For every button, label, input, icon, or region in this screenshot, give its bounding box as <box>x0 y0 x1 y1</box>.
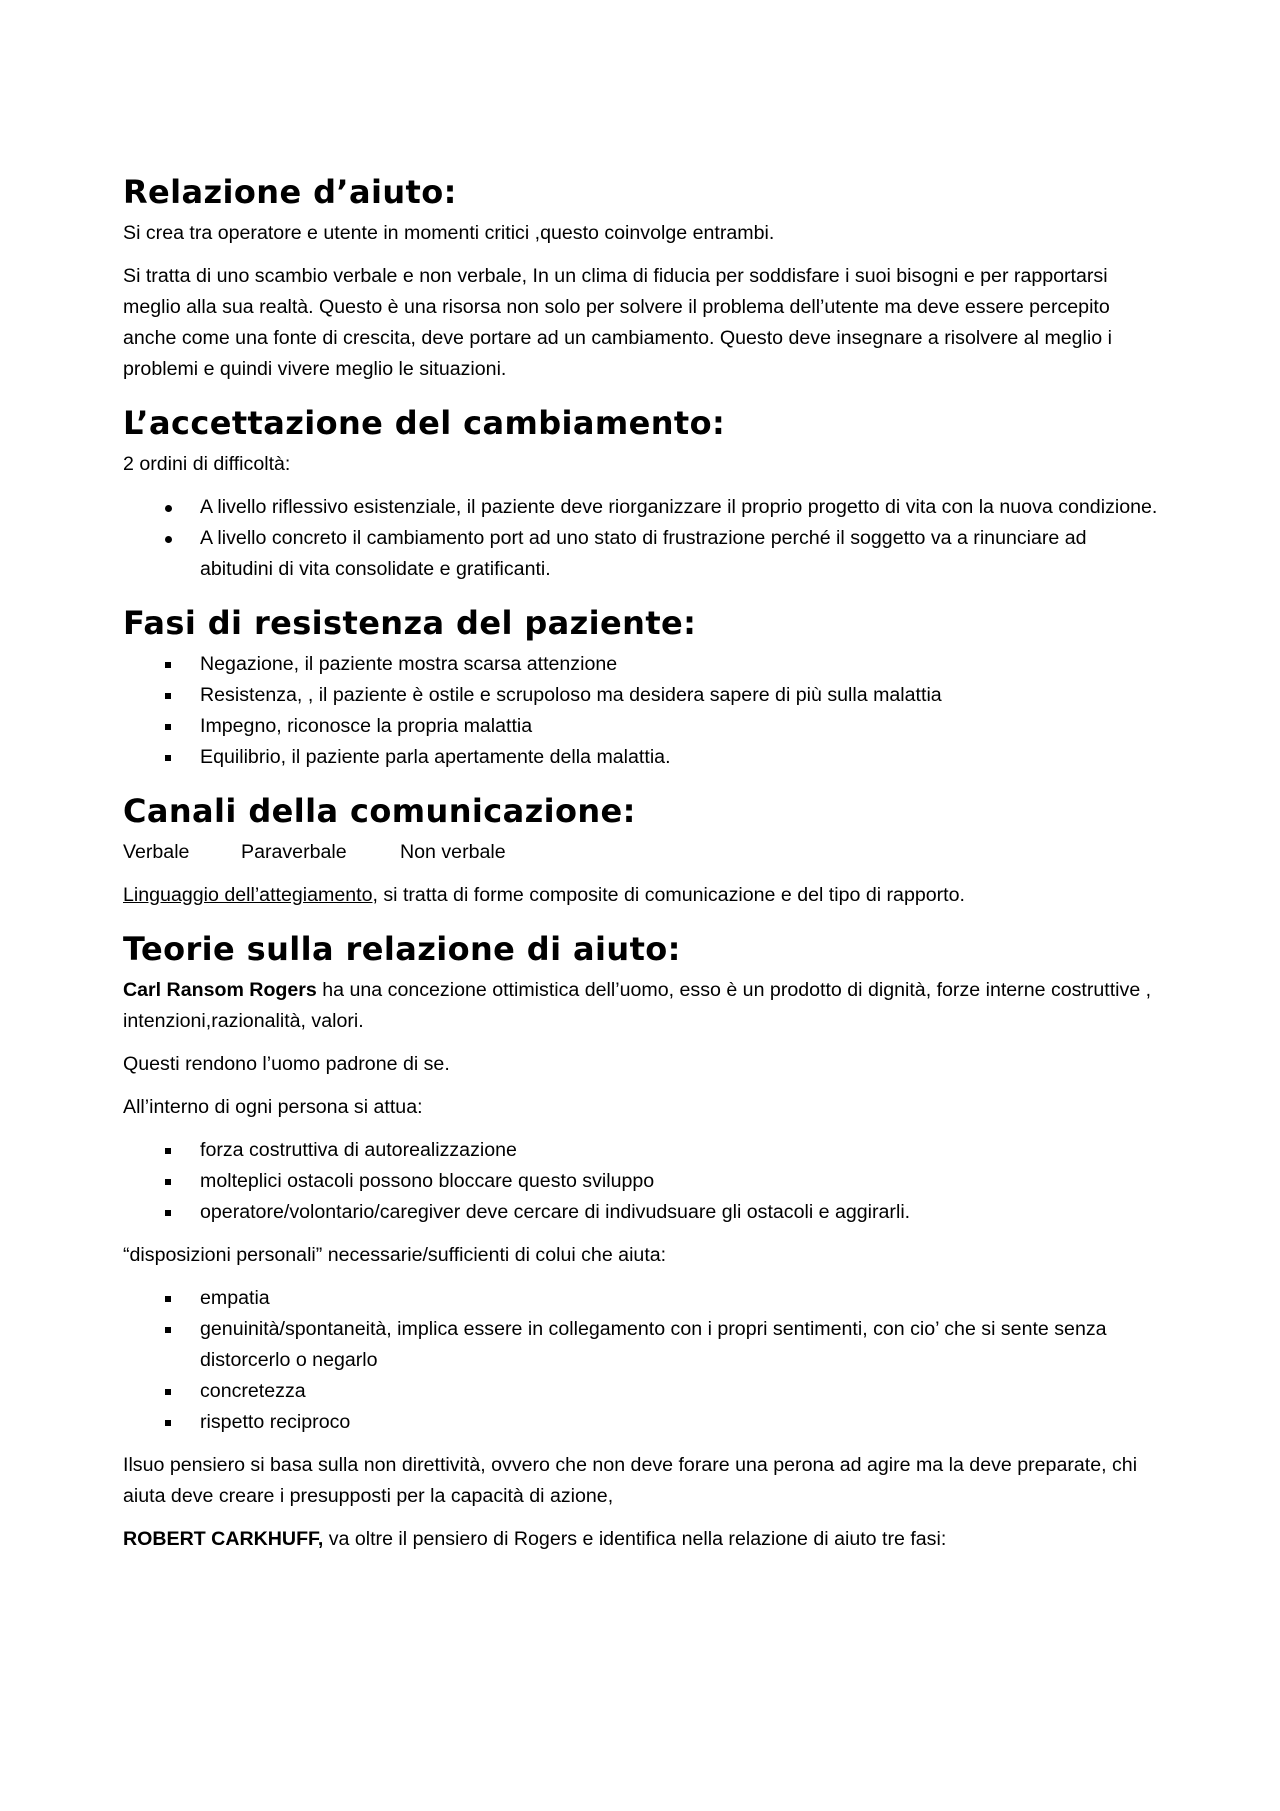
carkhuff-text: va oltre il pensiero di Rogers e identifica nella relazione di aiuto tre fasi: <box>323 1528 947 1550</box>
heading-relazione: Relazione d’aiuto: <box>123 173 457 211</box>
list-item: genuinità/spontaneità, implica essere in collegamento con i propri sentimenti, con cio’ che si sente senza distorcerlo o negarlo <box>123 1314 1163 1376</box>
heading-canali: Canali della comunicazione: <box>123 792 636 830</box>
document-page <box>123 172 1163 1567</box>
paragraph-carkhuff <box>123 1524 1163 1555</box>
paragraph-rogers <box>123 975 1163 1037</box>
paragraph-teorie-2: Questi rendono l’uomo padrone di se. <box>123 1053 450 1075</box>
list-item: Impegno, riconosce la propria malattia <box>123 711 1163 742</box>
paragraph-accettazione-intro: 2 ordini di difficoltà: <box>123 453 291 475</box>
list-item: empatia <box>123 1283 1163 1314</box>
paragraph-teorie-4: “disposizioni personali” necessarie/sufficienti di colui che aiuta: <box>123 1244 667 1266</box>
list-item: A livello concreto il cambiamento port ad uno stato di frustrazione perché il soggetto va a rinunciare ad abitudini di vita consolidate e gratificanti. <box>123 523 1163 585</box>
paragraph-relazione-1: Si crea tra operatore e utente in momenti critici ,questo coinvolge entrambi. <box>123 222 775 244</box>
paragraph-relazione-2: Si tratta di uno scambio verbale e non verbale, In un clima di fiducia per soddisfare i suoi bisogni e per rapportarsi meglio alla sua realtà. Questo è una risorsa non solo per solvere il problema dell’utente ma deve essere percepito anche come una fonte di crescita, deve portare ad un cambiamento. Questo deve insegnare a risolvere al meglio i problemi e quindi vivere meglio le situazioni. <box>123 265 1112 380</box>
heading-fasi: Fasi di resistenza del paziente: <box>123 604 697 642</box>
underlined-term: Linguaggio dell’attegiamento, <box>123 884 378 906</box>
list-item: forza costruttiva di autorealizzazione <box>123 1135 1163 1166</box>
canali-row <box>123 837 1163 868</box>
list-teorie-1 <box>123 1135 1163 1228</box>
list-item: rispetto reciproco <box>123 1407 1163 1438</box>
canale-non-verbale: Non verbale <box>400 841 506 863</box>
canale-paraverbale: Paraverbale <box>241 841 347 863</box>
paragraph-teorie-5: Ilsuo pensiero si basa sulla non direttività, ovvero che non deve forare una perona ad agire ma la deve preparate, chi aiuta deve creare i presupposti per la capacità di azione, <box>123 1454 1138 1507</box>
rogers-name: Carl Ransom Rogers <box>123 979 317 1001</box>
carkhuff-name: ROBERT CARKHUFF, <box>123 1528 324 1550</box>
paragraph-teorie-3: All’interno di ogni persona si attua: <box>123 1096 423 1118</box>
list-fasi <box>123 649 1163 773</box>
paragraph-linguaggio <box>123 880 1163 911</box>
list-teorie-2 <box>123 1283 1163 1438</box>
list-item: A livello riflessivo esistenziale, il paziente deve riorganizzare il proprio progetto di vita con la nuova condizione. <box>123 492 1163 523</box>
heading-teorie: Teorie sulla relazione di aiuto: <box>123 930 681 968</box>
list-item: Equilibrio, il paziente parla apertamente della malattia. <box>123 742 1163 773</box>
heading-accettazione: L’accettazione del cambiamento: <box>123 404 726 442</box>
list-accettazione <box>123 492 1163 585</box>
rogers-text: ha una concezione ottimistica dell’uomo, esso è un prodotto di dignità, forze interne costruttive , intenzioni,razionalità, valori. <box>123 979 1152 1032</box>
list-item: molteplici ostacoli possono bloccare questo sviluppo <box>123 1166 1163 1197</box>
list-item: concretezza <box>123 1376 1163 1407</box>
canale-verbale: Verbale <box>123 841 190 863</box>
list-item: operatore/volontario/caregiver deve cercare di indivudsuare gli ostacoli e aggirarli. <box>123 1197 1163 1228</box>
list-item: Resistenza, , il paziente è ostile e scrupoloso ma desidera sapere di più sulla malattia <box>123 680 1163 711</box>
list-item: Negazione, il paziente mostra scarsa attenzione <box>123 649 1163 680</box>
paragraph-linguaggio-text: si tratta di forme composite di comunicazione e del tipo di rapporto. <box>377 884 965 906</box>
